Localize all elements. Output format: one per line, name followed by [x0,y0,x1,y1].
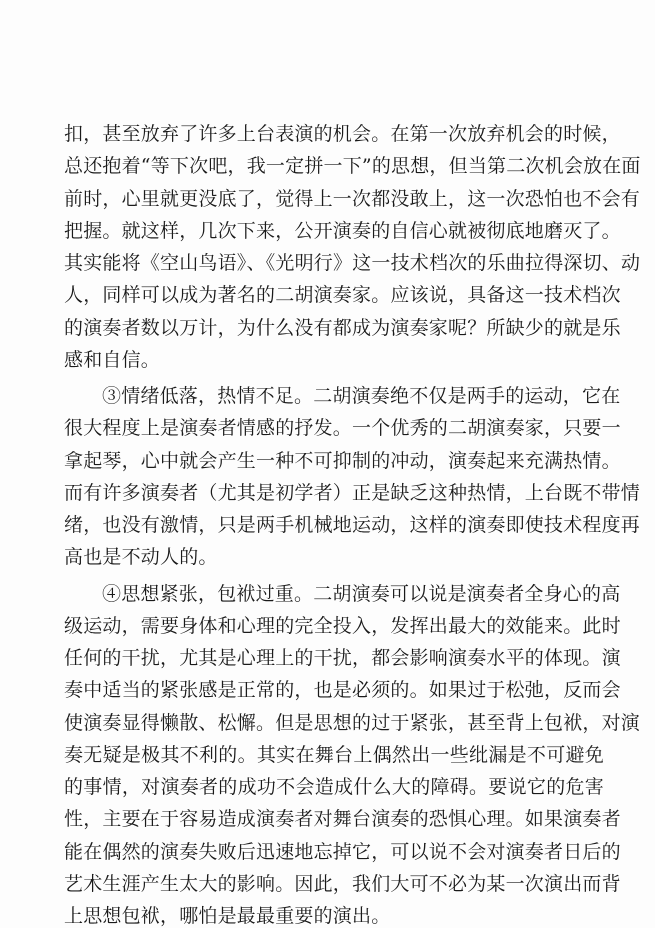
text-line: 能在偶然的演奏失败后迅速地忘掉它，可以说不会对演奏者日后的 [64,841,621,863]
text-line: 奏中适当的紧张感是正常的，也是必须的。如果过于松弛，反而会 [64,679,621,701]
paragraph-first-line: ④思想紧张，包袱过重。二胡演奏可以说是演奏者全身心的高 [102,583,621,605]
text-line: 前时，心里就更没底了，觉得上一次都没敢上，这一次恐怕也不会有 [64,188,641,210]
text-line: 扣，甚至放弃了许多上台表演的机会。在第一次放弃机会的时候， [64,123,621,145]
text-line: 人，同样可以成为著名的二胡演奏家。应该说，具备这一技术档次 [64,284,621,306]
text-line: 高也是不动人的。 [64,546,218,568]
text-line: 的演奏者数以万计，为什么没有都成为演奏家呢？所缺少的就是乐 [64,317,621,339]
text-line: 很大程度上是演奏者情感的抒发。一个优秀的二胡演奏家，只要一 [64,417,621,439]
text-line: 性，主要在于容易造成演奏者对舞台演奏的恐惧心理。如果演奏者 [64,808,621,830]
text-line: 上思想包袱，哪怕是最最重要的演出。 [64,905,391,927]
text-line: 级运动，需要身体和心理的完全投入，发挥出最大的效能来。此时 [64,615,621,637]
text-line: 任何的干扰，尤其是心理上的干扰，都会影响演奏水平的体现。演 [64,647,621,669]
text-line: 艺术生涯产生太大的影响。因此，我们大可不必为某一次演出而背 [64,873,621,895]
text-line: 的事情，对演奏者的成功不会造成什么大的障碍。要说它的危害 [64,776,604,798]
text-line: 总还抱着“等下次吧，我一定拼一下”的思想，但当第二次机会放在面 [64,155,641,177]
text-line: 绪，也没有激情，只是两手机械地运动，这样的演奏即使技术程度再 [64,514,641,536]
text-line: 其实能将《空山鸟语》、《光明行》这一技术档次的乐曲拉得深切、动 [64,252,641,274]
text-line: 感和自信。 [64,349,161,371]
text-line: 奏无疑是极其不利的。其实在舞台上偶然出一些纰漏是不可避免 [64,744,604,766]
paragraph-first-line: ③情绪低落，热情不足。二胡演奏绝不仅是两手的运动，它在 [102,385,621,407]
text-line: 而有许多演奏者（尤其是初学者）正是缺乏这种热情，上台既不带情 [64,482,641,504]
text-line: 拿起琴，心中就会产生一种不可抑制的冲动，演奏起来充满热情。 [64,450,621,472]
text-line: 使演奏显得懒散、松懈。但是思想的过于紧张，甚至背上包袱，对演 [64,712,641,734]
text-line: 把握。就这样，几次下来，公开演奏的自信心就被彻底地磨灭了。 [64,220,621,242]
